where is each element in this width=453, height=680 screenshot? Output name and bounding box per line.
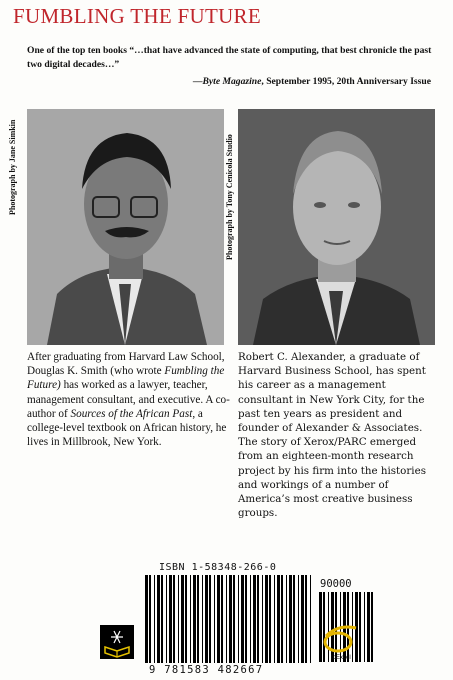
book-title: FUMBLING THE FUTURE xyxy=(13,4,261,28)
bio-left-book-2: Sources of the African Past xyxy=(70,407,193,420)
attribution-dash: — xyxy=(192,76,203,87)
isbn-barcode xyxy=(144,575,314,663)
bio-robert-alexander: Robert C. Alexander, a graduate of Harvard Business School, has spent his career as a management consultant in New York City, for the past ten years as president and founder of Alexander & Associates. The story of Xerox/PARC emerged from an eighteen-month research project by his firm into the histories and workings of a number of America’s most creative business groups. xyxy=(238,351,426,520)
left-photo-credit: Photograph by Jane Simkin xyxy=(8,119,17,215)
attribution-rest: , September 1995, 20th Anniversary Issue xyxy=(261,76,431,87)
bio-douglas-smith xyxy=(27,350,231,449)
attribution-magazine: Byte Magazine xyxy=(202,76,262,87)
review-quote: One of the top ten books “…that have advanced the state of computing, that best chronicle the past two digital decades…” xyxy=(27,45,432,70)
author-photo-smith xyxy=(27,109,224,345)
barcode-number: 9 781583 482667 xyxy=(146,664,266,676)
price-code: 90000 xyxy=(320,578,352,590)
toexcel-logo-icon xyxy=(318,622,360,656)
bio-left-text-3: , a college-level textbook on African history, he lives in Millbrook, New York. xyxy=(27,407,227,449)
book-lamp-logo-icon xyxy=(100,625,134,659)
right-photo-credit: Photograph by Tony Cenicola Studio xyxy=(225,134,234,260)
publisher-name: toExcel xyxy=(331,655,351,661)
bio-left-text-1: After graduating from Harvard Law School, Douglas K. Smith (who wrote xyxy=(27,351,225,378)
quote-attribution xyxy=(193,76,431,87)
bio-left-text-2: has worked as a lawyer, teacher, management consultant, and executive. A co-author of xyxy=(27,379,230,420)
author-photo-alexander xyxy=(238,109,435,345)
bio-left-book-1: Fumbling the Future) xyxy=(27,365,225,392)
isbn-label: ISBN 1-58348-266-0 xyxy=(159,562,277,573)
